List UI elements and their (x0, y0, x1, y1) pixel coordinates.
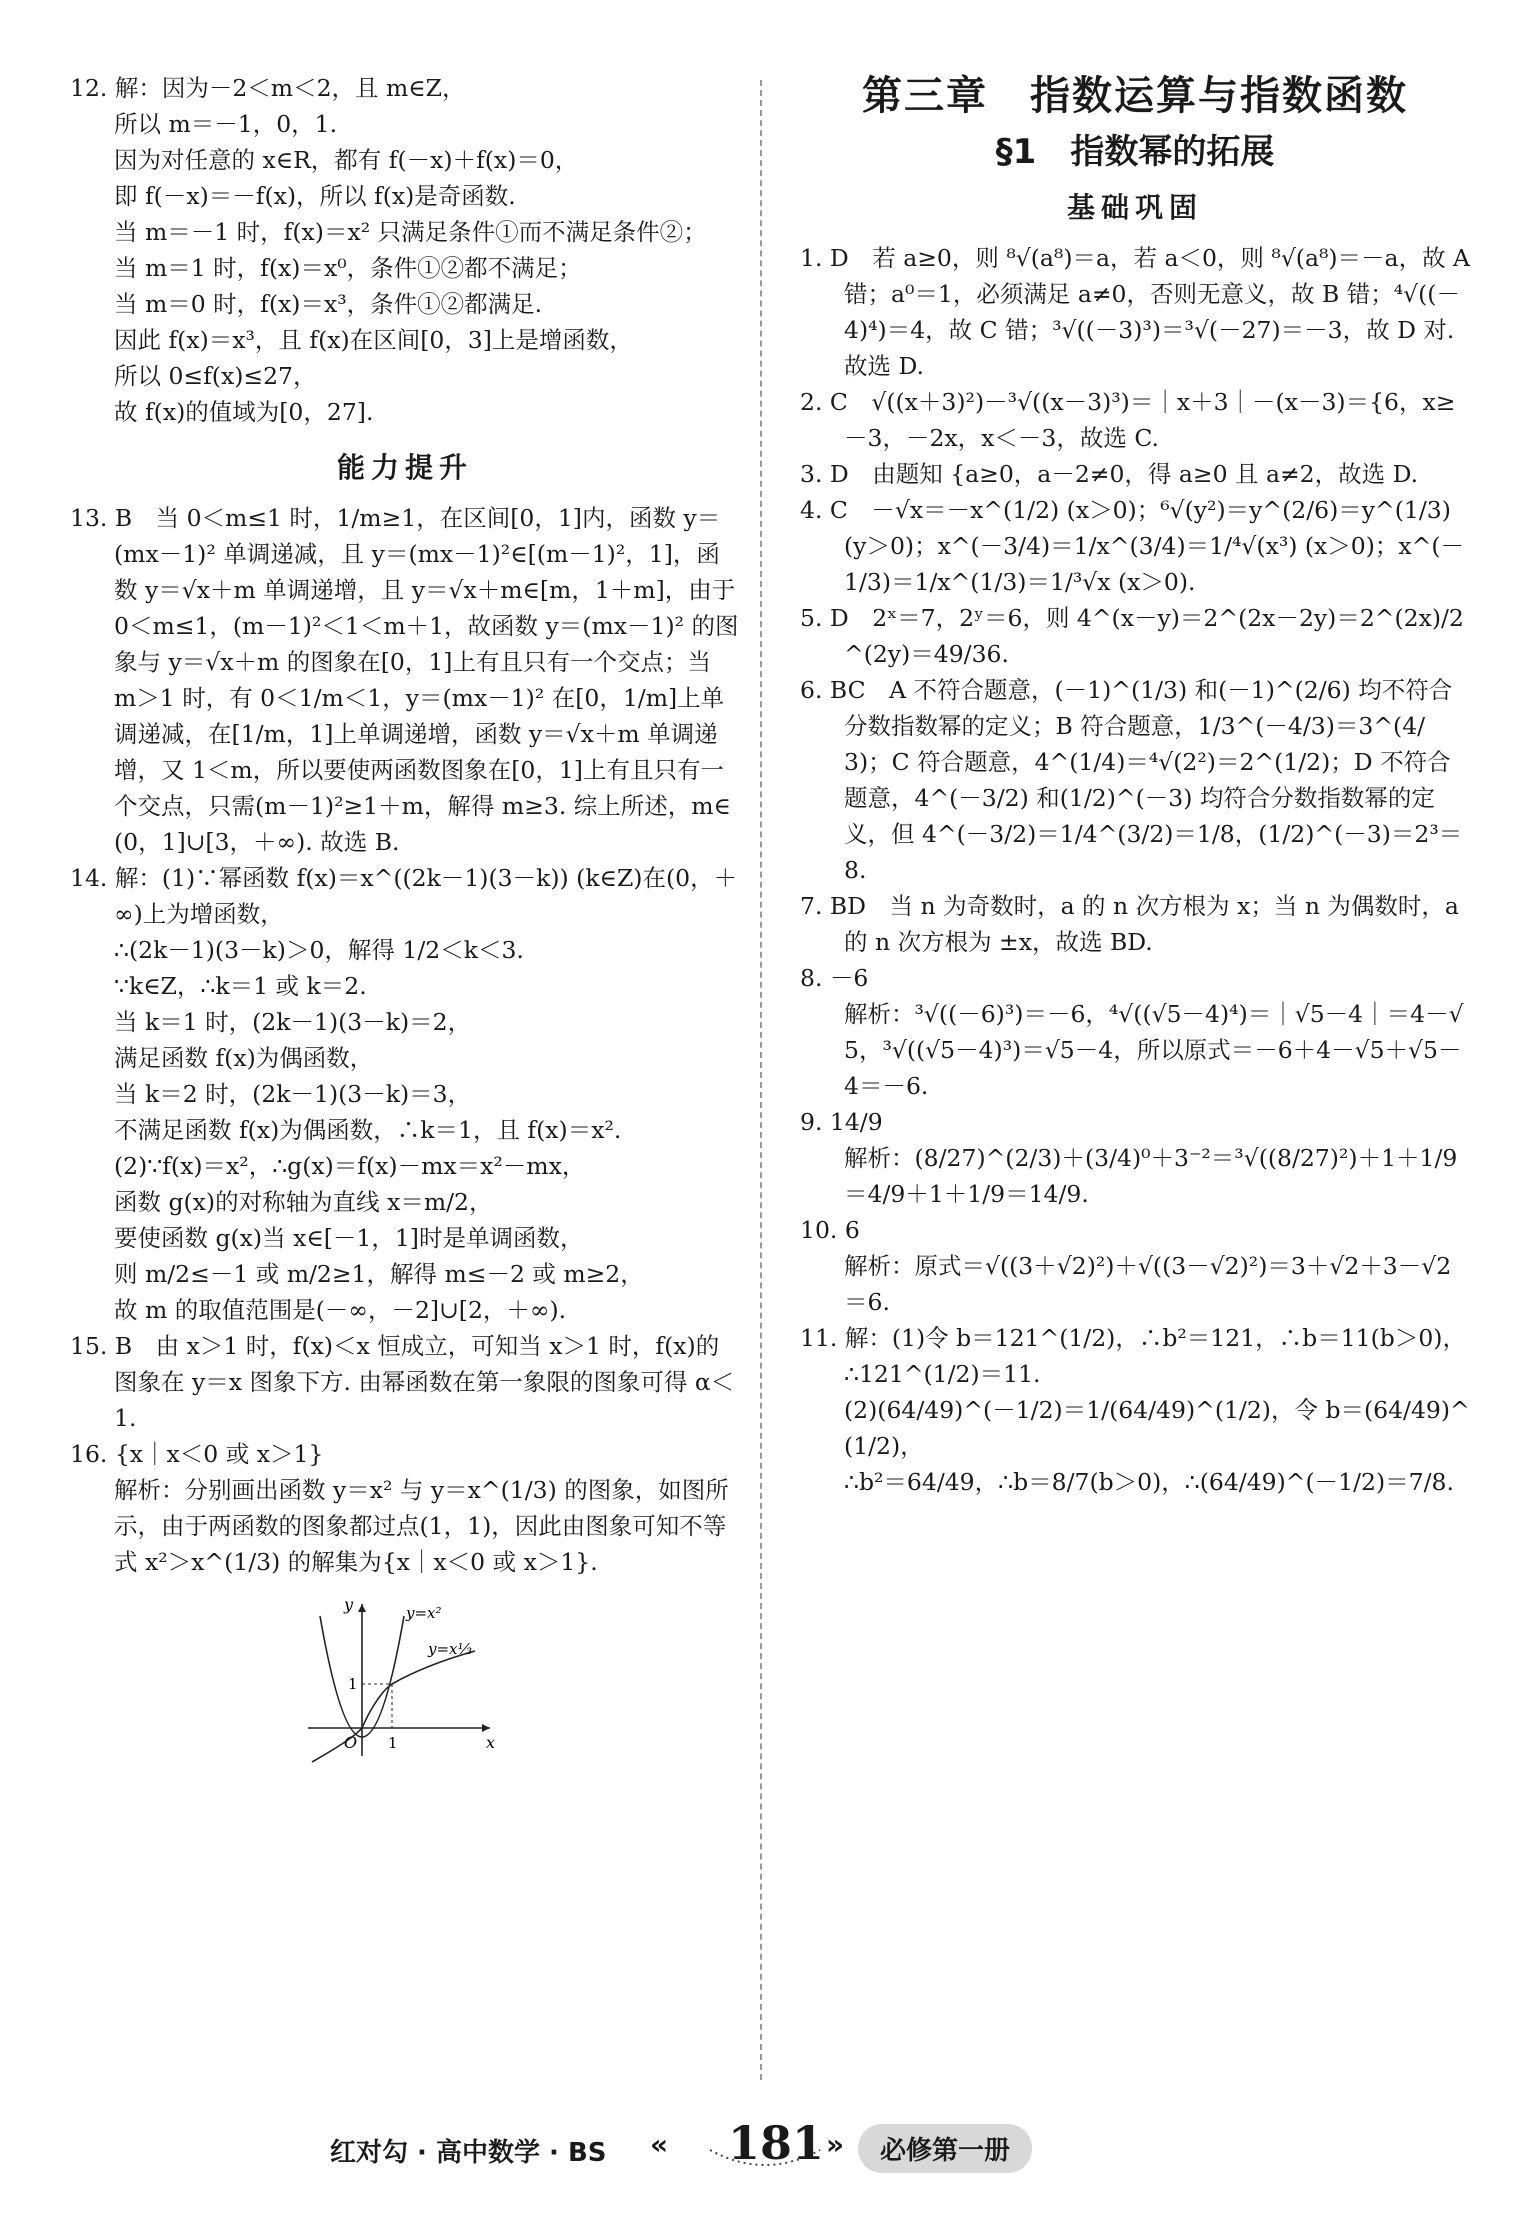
text-line: 解析：分别画出函数 y＝x² 与 y＝x^(1/3) 的图象，如图所示，由于两函数的图象都过点(1，1)，因此由图象可知不等式 x²＞x^(1/3) 的解集为{x｜x＜0 或 x＞1}. (114, 1476, 729, 1576)
footer-left-mark: « (650, 2128, 669, 2161)
text-line: 当 m＝0 时，f(x)＝x³，条件①②都满足. (114, 290, 543, 318)
text-line: 不满足函数 f(x)为偶函数，∴k＝1，且 f(x)＝x². (114, 1116, 622, 1144)
footer-book-title: 红对勾 · 高中数学 · BS (330, 2138, 607, 2168)
text-line: 6. BC A 不符合题意，(－1)^(1/3) 和(－1)^(2/6) 均不符合分数指数幂的定义；B 符合题意，1/3^(－4/3)＝3^(4/3)；C 符合题意，4^(1/4)＝⁴√(2²)＝2^(1/2)；D 不符合题意，4^(－3/2) 和(1/2)^(－3) 均符合分数指数幂的定义，但 4^(－3/2)＝1/4^(3/2)＝1/8，(1/2)^(－3)＝2³＝8. (800, 676, 1463, 884)
text-line: 14. 解：(1)∵幂函数 f(x)＝x^((2k－1)(3－k)) (k∈Z)在(0，＋∞)上为增函数， (70, 864, 738, 928)
text-line: 解析：(8/27)^(2/3)＋(3/4)⁰＋3⁻²＝³√((8/27)²)＋1＋1/9＝4/9＋1＋1/9＝14/9. (844, 1144, 1458, 1208)
graph-x-arrow (482, 1724, 490, 1732)
text-line: 8. －6 (800, 964, 869, 992)
subsection-title: §1 指数幂的拓展 (995, 132, 1275, 172)
problems-13-16-block (70, 500, 743, 1580)
graph-label-origin: O (344, 1733, 358, 1752)
footer-right-mark: » (826, 2128, 845, 2161)
text-line: 15. B 由 x＞1 时，f(x)＜x 恒成立，可知当 x＞1 时，f(x)的图象在 y＝x 图象下方. 由幂函数在第一象限的图象可得 α＜1. (70, 1332, 735, 1432)
text-line: 3. D 由题知 {a≥0，a－2≠0，得 a≥0 且 a≠2，故选 D. (800, 460, 1419, 488)
text-line: 12. 解：因为－2＜m＜2，且 m∈Z， (70, 74, 466, 102)
text-line: 故 m 的取值范围是(－∞，－2]∪[2，＋∞). (114, 1296, 567, 1324)
text-line: 故 f(x)的值域为[0，27]. (114, 398, 374, 426)
text-line: 1. D 若 a≥0，则 ⁸√(a⁸)＝a，若 a＜0，则 ⁸√(a⁸)＝－a，故 A 错；a⁰＝1，必须满足 a≠0，否则无意义，故 B 错；⁴√((－4)⁴)＝4，故 C 错；³√((－3)³)＝³√(－27)＝－3，故 D 对. 故选 D. (800, 244, 1478, 380)
section-title-ability: 能力提升 (336, 451, 473, 484)
column-divider (760, 80, 762, 2080)
text-line: (2)(64/49)^(－1/2)＝1/(64/49)^(1/2)，令 b＝(64/49)^(1/2)， (844, 1396, 1470, 1460)
text-line: 当 k＝1 时，(2k－1)(3－k)＝2， (114, 1008, 472, 1036)
text-line: 当 k＝2 时，(2k－1)(3－k)＝3， (114, 1080, 472, 1108)
text-line: 因此 f(x)＝x³，且 f(x)在区间[0，3]上是增函数， (114, 326, 633, 354)
graph-label-one-y: 1 (348, 1675, 358, 1693)
text-line: 16. {x｜x＜0 或 x＞1} (70, 1440, 324, 1468)
text-line: 7. BD 当 n 为奇数时，a 的 n 次方根为 x；当 n 为偶数时，a 的 n 次方根为 ±x，故选 BD. (800, 892, 1467, 956)
text-line: 即 f(－x)＝－f(x)，所以 f(x)是奇函数. (114, 182, 516, 210)
graph-y-arrow (358, 1604, 366, 1612)
text-line: 10. 6 (800, 1216, 860, 1244)
text-line: ∵k∈Z，∴k＝1 或 k＝2. (114, 972, 367, 1000)
text-line: 解析：原式＝√((3＋√2)²)＋√((3－√2)²)＝3＋√2＋3－√2＝6. (844, 1252, 1452, 1316)
right-column (800, 70, 1478, 1500)
text-line: 解析：³√((－6)³)＝－6，⁴√((√5－4)⁴)＝｜√5－4｜＝4－√5，³√((√5－4)³)＝√5－4，所以原式＝－6＋4－√5＋√5－4＝－6. (844, 1000, 1464, 1100)
graph-label-curve2: y=x⅓ (428, 1640, 473, 1658)
problem-12-block (70, 70, 740, 430)
graph-label-curve1: y=x² (406, 1604, 442, 1622)
text-line: 所以 0≤f(x)≤27， (114, 362, 317, 390)
page-number: 181 (728, 2116, 825, 2170)
footer-volume: 必修第一册 (858, 2124, 1032, 2173)
text-line: 11. 解：(1)令 b＝121^(1/2)，∴b²＝121，∴b＝11(b＞0)， (800, 1324, 1466, 1352)
text-line: 满足函数 f(x)为偶函数， (114, 1044, 374, 1072)
text-line: 4. C －√x＝－x^(1/2) (x＞0)；⁶√(y²)＝y^(2/6)＝y^(1/3) (y＞0)；x^(－3/4)＝1/x^(3/4)＝1/⁴√(x³) (x＞0)；x^(－1/3)＝1/x^(1/3)＝1/³√x (x＞0). (800, 496, 1465, 596)
power-function-graph (300, 1596, 500, 1766)
text-line: ∴121^(1/2)＝11. (844, 1360, 1041, 1388)
text-line: 5. D 2ˣ＝7，2ʸ＝6，则 4^(x－y)＝2^(2x－2y)＝2^(2x)/2^(2y)＝49/36. (800, 604, 1464, 668)
text-line: 所以 m＝－1，0，1. (114, 110, 338, 138)
text-line: 因为对任意的 x∈R，都有 f(－x)＋f(x)＝0， (114, 146, 579, 174)
text-line: (2)∵f(x)＝x²，∴g(x)＝f(x)－mx＝x²－mx， (114, 1152, 586, 1180)
text-line: ∴(2k－1)(3－k)＞0，解得 1/2＜k＜3. (114, 936, 524, 964)
chapter-title: 第三章 指数运算与指数函数 (862, 73, 1408, 119)
text-line: 当 m＝1 时，f(x)＝x⁰，条件①②都不满足； (114, 254, 582, 282)
text-line: 2. C √((x＋3)²)－³√((x－3)³)＝｜x＋3｜－(x－3)＝{6，x≥－3，－2x，x＜－3，故选 C. (800, 388, 1456, 452)
text-line: 函数 g(x)的对称轴为直线 x＝m/2， (114, 1188, 493, 1216)
graph-label-one-x: 1 (388, 1734, 398, 1752)
section-title-basic: 基础巩固 (1066, 191, 1203, 224)
page-footer (0, 2110, 1535, 2180)
text-line: 则 m/2≤－1 或 m/2≥1，解得 m≤－2 或 m≥2， (114, 1260, 644, 1288)
left-column (70, 70, 743, 1776)
problems-1-11-block (800, 240, 1478, 1500)
text-line: 13. B 当 0＜m≤1 时，1/m≥1，在区间[0，1]内，函数 y＝(mx－1)² 单调递减，且 y＝(mx－1)²∈[(m－1)²，1]，函数 y＝√x＋m 单调递增，且 y＝√x＋m∈[m，1＋m]，由于 0＜m≤1，(m－1)²＜1＜m＋1，故函数 y＝(mx－1)² 的图象与 y＝√x＋m 的图象在[0，1]上有且只有一个交点；当 m＞1 时，有 0＜1/m＜1，y＝(mx－1)² 在[0，1/m]上单调递减，在[1/m，1]上单调递增，函数 y＝√x＋m 单调递增，又 1＜m，所以要使两函数图象在[0，1]上有且只有一个交点，只需(m－1)²≥1＋m，解得 m≥3. 综上所述，m∈(0，1]∪[3，＋∞). 故选 B. (70, 504, 743, 856)
text-line: 当 m＝－1 时，f(x)＝x² 只满足条件①而不满足条件②； (114, 218, 707, 246)
text-line: ∴b²＝64/49，∴b＝8/7(b＞0)，∴(64/49)^(－1/2)＝7/8. (844, 1468, 1454, 1496)
graph-label-y: y (344, 1596, 354, 1614)
graph-label-x: x (486, 1733, 496, 1752)
text-line: 要使函数 g(x)当 x∈[－1，1]时是单调函数， (114, 1224, 584, 1252)
text-line: 9. 14/9 (800, 1108, 883, 1136)
